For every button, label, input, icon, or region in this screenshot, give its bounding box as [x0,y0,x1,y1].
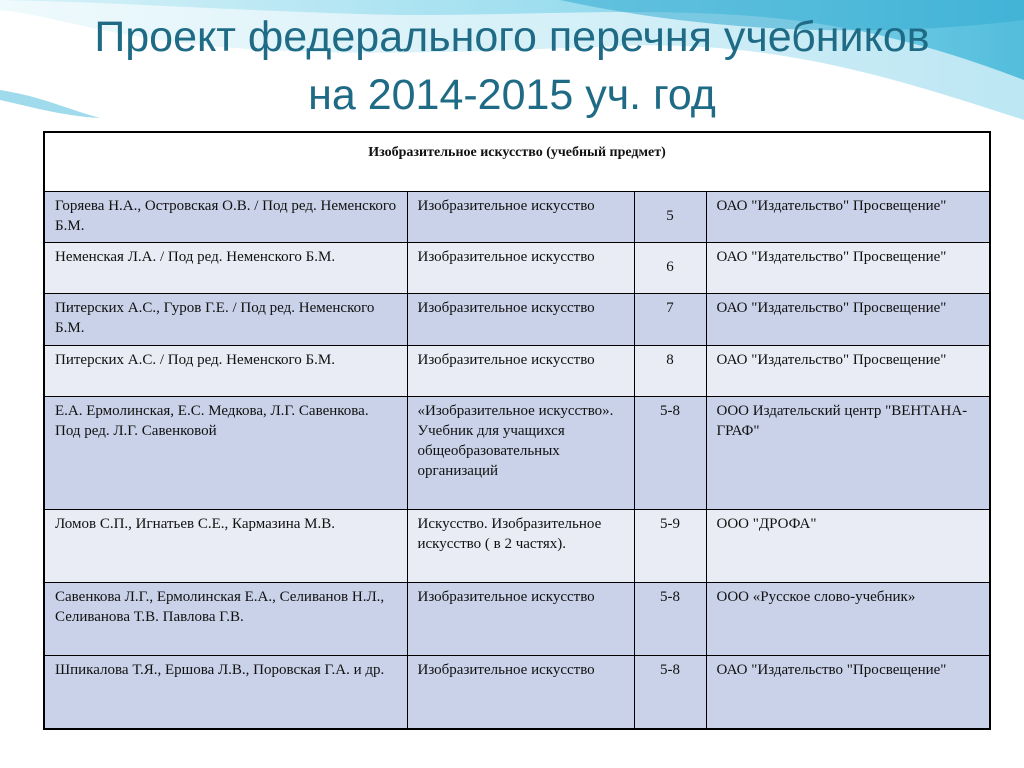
authors-cell: Шпикалова Т.Я., Ершова Л.В., Поровская Г.А. и др. [44,656,407,729]
grade-cell: 5-8 [634,397,706,510]
textbook-table [43,131,991,730]
grade-cell: 7 [634,294,706,346]
table-row [44,583,990,656]
grade-cell: 5-8 [634,656,706,729]
publisher-cell: ОАО "Издательство" Просвещение" [706,243,990,294]
publisher-cell: ОАО "Издательство" Просвещение" [706,294,990,346]
title-line-2: на 2014-2015 уч. год [308,71,716,119]
publisher-cell: ОАО "Издательство" Просвещение" [706,346,990,397]
table-row [44,397,990,510]
publisher-cell: ООО «Русское слово-учебник» [706,583,990,656]
publisher-cell: ООО "ДРОФА" [706,510,990,583]
grade-cell: 5-8 [634,583,706,656]
table-row [44,243,990,294]
table-row [44,346,990,397]
page-title [0,8,1024,124]
grade-cell: 8 [634,346,706,397]
authors-cell: Питерских А.С. / Под ред. Неменского Б.М. [44,346,407,397]
title-cell: Изобразительное искусство [407,656,634,729]
publisher-cell: ОАО "Издательство" Просвещение" [706,192,990,243]
title-line-1: Проект федерального перечня учебников [94,13,930,61]
table-row [44,656,990,729]
table-header: Изобразительное искусство (учебный предмет) [44,132,990,192]
table-row [44,510,990,583]
authors-cell: Горяева Н.А., Островская О.В. / Под ред. Неменского Б.М. [44,192,407,243]
table-row [44,192,990,243]
table-header-row [44,132,990,192]
title-cell: Искусство. Изобразительное искусство ( в 2 частях). [407,510,634,583]
title-cell: Изобразительное искусство [407,192,634,243]
grade-cell: 5 [634,192,706,243]
title-cell: Изобразительное искусство [407,294,634,346]
publisher-cell: ОАО "Издательство "Просвещение" [706,656,990,729]
title-cell: Изобразительное искусство [407,583,634,656]
authors-cell: Питерских А.С., Гуров Г.Е. / Под ред. Неменского Б.М. [44,294,407,346]
authors-cell: Е.А. Ермолинская, Е.С. Медкова, Л.Г. Савенкова. Под ред. Л.Г. Савенковой [44,397,407,510]
grade-cell: 5-9 [634,510,706,583]
authors-cell: Неменская Л.А. / Под ред. Неменского Б.М. [44,243,407,294]
publisher-cell: ООО Издательский центр "ВЕНТАНА-ГРАФ" [706,397,990,510]
table-row [44,294,990,346]
authors-cell: Ломов С.П., Игнатьев С.Е., Кармазина М.В. [44,510,407,583]
authors-cell: Савенкова Л.Г., Ермолинская Е.А., Селиванов Н.Л., Селиванова Т.В. Павлова Г.В. [44,583,407,656]
title-cell: Изобразительное искусство [407,243,634,294]
grade-cell: 6 [634,243,706,294]
title-cell: Изобразительное искусство [407,346,634,397]
title-cell: «Изобразительное искусство». Учебник для учащихся общеобразовательных организаций [407,397,634,510]
